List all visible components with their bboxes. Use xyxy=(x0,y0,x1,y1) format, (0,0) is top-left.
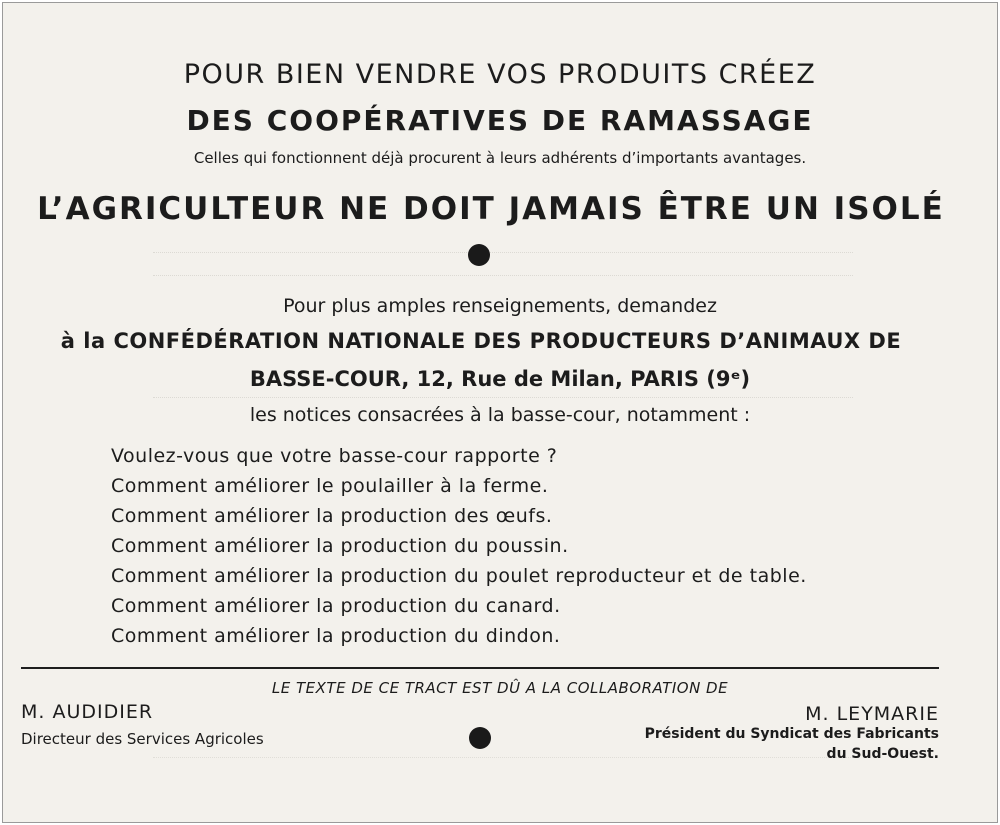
list-item: Comment améliorer la production du canard. xyxy=(111,595,561,617)
info-notices: les notices consacrées à la basse-cour, notamment : xyxy=(249,404,751,426)
list-item: Voulez-vous que votre basse-cour rapporte ? xyxy=(111,445,558,467)
divider xyxy=(21,667,939,669)
leaflet-page xyxy=(2,2,998,823)
headline-line-2: DES COOPÉRATIVES DE RAMASSAGE xyxy=(186,104,814,137)
author-left-name: M. AUDIDIER xyxy=(21,701,154,723)
headline-subtext: Celles qui fonctionnent déjà procurent à leurs adhérents d’importants avantages. xyxy=(193,149,807,167)
author-left-role: Directeur des Services Agricoles xyxy=(21,730,264,748)
info-organization: à la CONFÉDÉRATION NATIONALE DES PRODUCTEURS D’ANIMAUX DE xyxy=(60,329,902,353)
author-right-name: M. LEYMARIE xyxy=(805,703,939,725)
info-address: BASSE-COUR, 12, Rue de Milan, PARIS (9ᵉ) xyxy=(249,367,751,391)
info-intro: Pour plus amples renseignements, demandez xyxy=(283,295,717,317)
notices-list xyxy=(111,441,807,651)
author-right-role xyxy=(579,724,939,764)
slogan: L’AGRICULTEUR NE DOIT JAMAIS ÊTRE UN ISOLÉ xyxy=(37,191,945,227)
list-item: Comment améliorer la production du poussin. xyxy=(111,535,569,557)
author-right-role-line-2: du Sud-Ouest. xyxy=(826,746,939,762)
list-item: Comment améliorer la production des œufs. xyxy=(111,505,553,527)
list-item: Comment améliorer le poulailler à la ferme. xyxy=(111,475,549,497)
author-right-role-line-1: Président du Syndicat des Fabricants xyxy=(644,726,939,742)
list-item: Comment améliorer la production du dindon. xyxy=(111,625,561,647)
collaboration-credit: LE TEXTE DE CE TRACT EST DÛ A LA COLLABORATION DE xyxy=(271,679,729,697)
bullet-dot-icon xyxy=(469,727,491,749)
bleed-through-texture xyxy=(153,261,853,276)
bullet-dot-icon xyxy=(468,244,490,266)
bleed-through-texture xyxy=(153,238,853,253)
headline-line-1: POUR BIEN VENDRE VOS PRODUITS CRÉEZ xyxy=(183,59,817,90)
list-item: Comment améliorer la production du poulet reproducteur et de table. xyxy=(111,565,807,587)
